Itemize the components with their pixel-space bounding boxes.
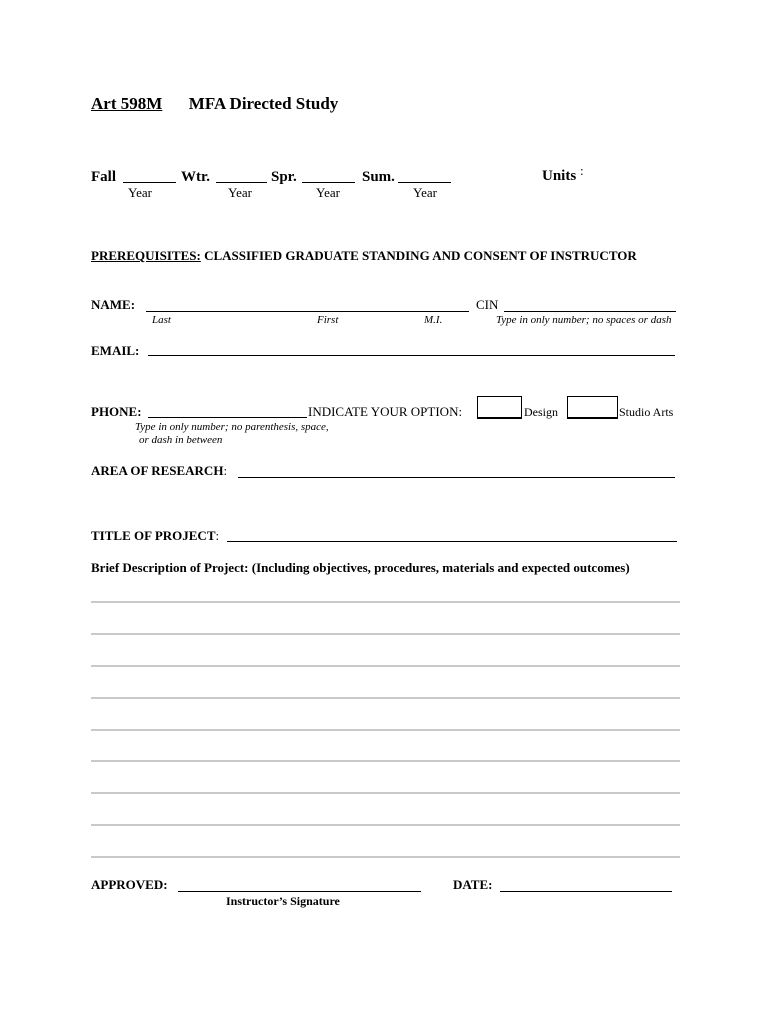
description-label: Brief Description of Project: (Including objectives, procedures, materials and expected outcomes) [91, 560, 630, 575]
signature-hint: Instructor’s Signature [226, 894, 340, 908]
spring-year-field[interactable] [302, 182, 355, 183]
summer-year-hint: Year [413, 185, 437, 200]
name-mi-hint: M.I. [424, 314, 443, 326]
form-title: MFA Directed Study [188, 94, 339, 113]
cin-label: CIN [476, 297, 499, 312]
cin-field[interactable] [504, 311, 676, 312]
name-first-hint: First [317, 314, 339, 326]
description-line-4[interactable] [91, 697, 680, 699]
units-field[interactable]: : [580, 163, 584, 178]
cin-hint: Type in only number; no spaces or dash [496, 314, 672, 326]
phone-hint-line1: Type in only number; no parenthesis, space, [135, 421, 329, 433]
date-label: DATE: [453, 877, 493, 892]
spring-label: Spr. [271, 169, 297, 185]
description-line-7[interactable] [91, 792, 680, 794]
research-field[interactable] [238, 477, 675, 478]
description-line-5[interactable] [91, 729, 680, 731]
phone-hint-line2: or dash in between [139, 434, 223, 446]
studio-arts-option-label: Studio Arts [619, 405, 674, 419]
description-line-8[interactable] [91, 824, 680, 826]
research-colon: : [223, 463, 228, 478]
instructor-signature-field[interactable] [178, 891, 421, 892]
winter-year-hint: Year [228, 185, 252, 200]
project-title-label: TITLE OF PROJECT [91, 528, 216, 543]
prerequisites-label: PREREQUISITES: [91, 248, 201, 263]
project-title-colon: : [215, 528, 220, 543]
description-line-3[interactable] [91, 665, 680, 667]
phone-field[interactable] [148, 417, 307, 418]
fall-year-hint: Year [128, 185, 152, 200]
date-field[interactable] [500, 891, 672, 892]
fall-year-field[interactable] [123, 182, 176, 183]
name-label: NAME: [91, 297, 136, 312]
name-last-hint: Last [152, 314, 171, 326]
phone-label: PHONE: [91, 404, 142, 419]
design-option-box[interactable] [477, 396, 522, 419]
winter-label: Wtr. [181, 169, 211, 185]
winter-year-field[interactable] [216, 182, 267, 183]
description-line-2[interactable] [91, 633, 680, 635]
summer-year-field[interactable] [398, 182, 451, 183]
spring-year-hint: Year [316, 185, 340, 200]
approved-label: APPROVED: [91, 877, 168, 892]
research-label-group [91, 463, 227, 479]
summer-label: Sum. [362, 169, 395, 185]
description-line-1[interactable] [91, 601, 680, 603]
prerequisites [91, 248, 637, 264]
units-label: Units [542, 168, 577, 184]
description-line-6[interactable] [91, 760, 680, 762]
course-number: Art 598M [91, 94, 163, 113]
option-label: INDICATE YOUR OPTION: [308, 404, 463, 419]
email-label: EMAIL: [91, 343, 140, 358]
research-label: AREA OF RESEARCH [91, 463, 224, 478]
description-line-9[interactable] [91, 856, 680, 858]
studio-arts-option-box[interactable] [567, 396, 618, 419]
prerequisites-text: CLASSIFIED GRADUATE STANDING AND CONSENT OF INSTRUCTOR [200, 248, 637, 263]
project-title-label-group [91, 528, 219, 544]
email-field[interactable] [148, 355, 675, 356]
fall-label: Fall [91, 169, 116, 185]
design-option-label: Design [524, 405, 558, 419]
project-title-field[interactable] [227, 541, 677, 542]
name-field[interactable] [146, 311, 469, 312]
